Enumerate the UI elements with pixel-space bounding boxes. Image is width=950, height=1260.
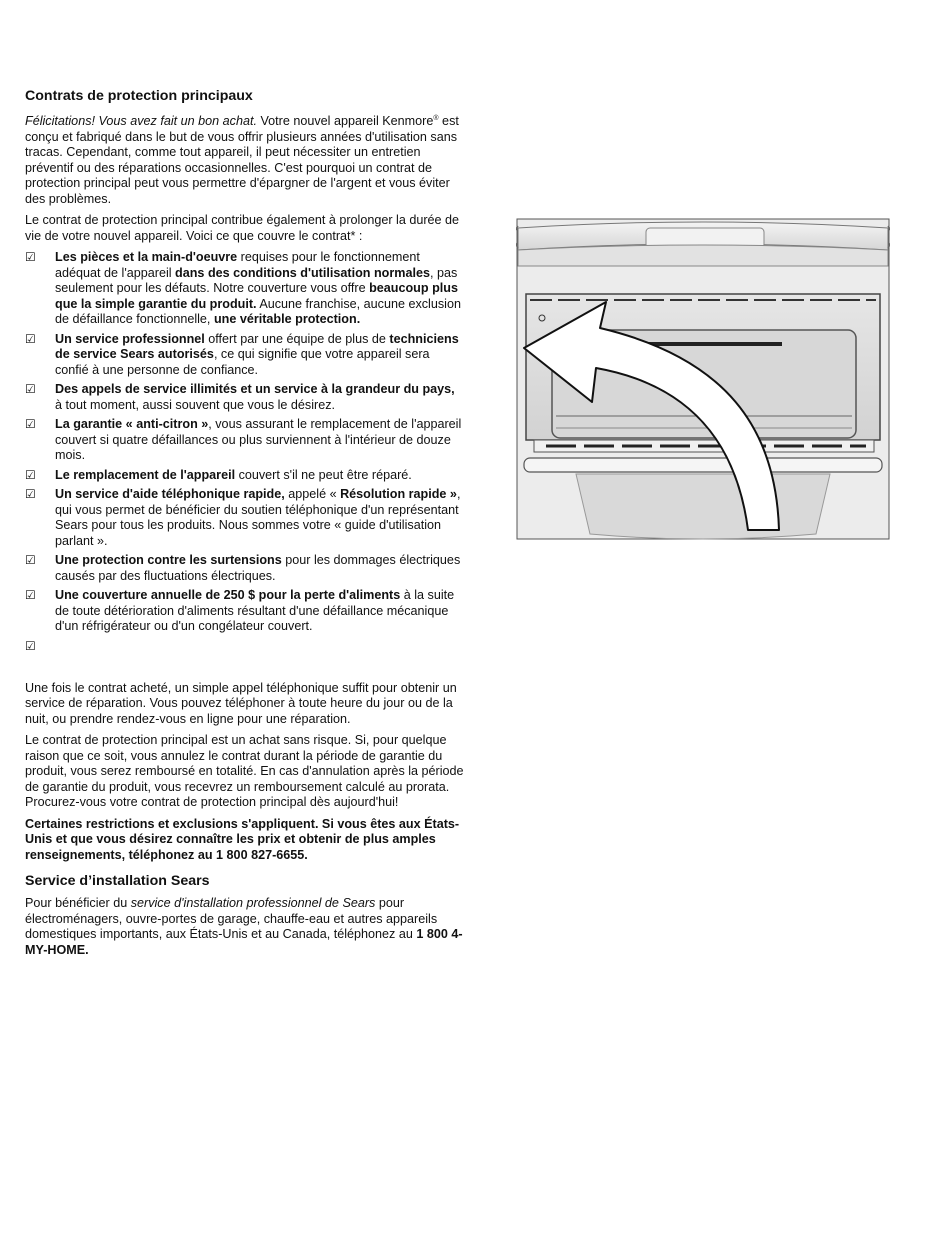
coverage-intro-paragraph: Le contrat de protection principal contribue également à prolonger la durée de vie de votre nouvel appareil. Voici ce que couvre le contrat* :: [25, 213, 460, 243]
item-bold: Résolution rapide »: [340, 487, 457, 502]
item-bold: Un service d'aide téléphonique rapide,: [55, 487, 285, 502]
item-bold: dans des conditions d'utilisation normales: [175, 265, 430, 280]
item-text: pour les dommages électriques causés par des fluctuations électriques.: [55, 553, 461, 583]
install-italic: service d'installation professionnel de Sears: [130, 896, 376, 911]
item-bold: une véritable protection.: [213, 312, 361, 327]
item-text: , ce qui signifie que votre appareil sera confié à une personne de confiance.: [55, 347, 430, 377]
coverage-item-unlimited-calls: [25, 382, 465, 413]
item-bold: Une couverture annuelle de 250 $ pour la perte d'aliments: [55, 588, 401, 603]
text-column: [25, 88, 465, 964]
checkbox-icon: ☑: [25, 382, 36, 397]
oven-illustration-svg: [516, 218, 890, 540]
coverage-item-replacement: [25, 468, 465, 484]
checkbox-icon: ☑: [25, 331, 36, 346]
intro-text-a: Votre nouvel appareil Kenmore: [256, 114, 434, 129]
coverage-item-lemon-guarantee: [25, 417, 465, 464]
intro-paragraph: [25, 111, 465, 207]
checkbox-icon: ☑: [25, 588, 36, 603]
checkbox-icon: ☑: [25, 467, 36, 482]
coverage-item-food-loss: [25, 588, 465, 635]
item-text: , vous assurant le remplacement de l'appareil couvert si quatre défaillances ou plus surviennent à l'intérieur de douze mois.: [55, 417, 462, 463]
install-text: pour électroménagers, ouvre-portes de garage, chauffe-eau et autres appareils domestiques importants, aux États-Unis et au Canada, téléphonez au: [25, 896, 438, 942]
item-bold: techniciens de service Sears autorisés: [55, 331, 459, 362]
item-text: offert par une équipe de plus de: [204, 331, 390, 346]
item-text: appelé «: [284, 487, 341, 502]
restrictions-paragraph: Certaines restrictions et exclusions s'appliquent. Si vous êtes aux États-Unis et que vous désirez connaître les prix et obtenir de plus amples renseignements, téléphonez au 1 800 827-6655.: [25, 816, 460, 862]
item-bold: Des appels de service illimités et un service à la grandeur du pays,: [55, 382, 455, 397]
intro-text-b: est conçu et fabriqué dans le but de vous offrir plusieurs années d'utilisation sans tracas. Cependant, comme tout appareil, il peut nécessiter un entretien préventif ou des réparations occasionnelles. C'est pourquoi un contrat de protection principal peut vous permettre d'épargner de l'argent et vous éviter des problèmes.: [25, 114, 459, 206]
checkbox-icon: ☑: [25, 553, 36, 568]
item-bold: Les pièces et la main-d'oeuvre: [55, 250, 238, 265]
item-bold: Le remplacement de l'appareil: [55, 467, 236, 482]
oven-door-illustration: [516, 218, 890, 540]
heading-master-protection: Contrats de protection principaux: [25, 88, 253, 104]
item-text: couvert s'il ne peut être réparé.: [235, 467, 412, 482]
coverage-item-rapid-resolution: [25, 487, 465, 549]
coverage-item-surge-protection: [25, 553, 465, 584]
registered-mark: ®: [433, 115, 439, 122]
item-text: requises pour le fonctionnement adéquat de l'appareil: [55, 250, 420, 280]
item-text: , pas seulement pour les défauts. Notre couverture vous offre: [55, 265, 458, 296]
item-bold: La garantie « anti-citron »: [55, 417, 209, 432]
install-text: Pour bénéficier du: [25, 896, 131, 911]
coverage-item-empty: [25, 639, 465, 659]
heading-installation: Service d’installation Sears: [25, 873, 210, 890]
install-phone: 1 800 4-MY-HOME.: [25, 927, 463, 957]
checkbox-icon: ☑: [25, 638, 36, 653]
item-text: à tout moment, aussi souvent que vous le désirez.: [55, 397, 336, 412]
installation-paragraph: [25, 896, 465, 958]
item-bold: beaucoup plus que la simple garantie du produit.: [55, 281, 458, 311]
item-text: Aucune franchise, aucune exclusion de défaillance fonctionnelle,: [55, 296, 461, 327]
coverage-list: [25, 250, 465, 659]
item-bold: Une protection contre les surtensions: [55, 553, 282, 568]
checkbox-icon: ☑: [25, 487, 36, 502]
service-call-paragraph: Une fois le contrat acheté, un simple appel téléphonique suffit pour obtenir un service de réparation. Vous pouvez téléphoner à toute heure du jour ou de la nuit, ou prendre rendez-vous en ligne pour une réparation.: [25, 680, 457, 726]
coverage-item-parts-labour: [25, 250, 465, 328]
risk-free-paragraph: Le contrat de protection principal est un achat sans risque. Si, pour quelque raison que ce soit, vous annulez le contrat durant la période de garantie du produit, vous serez remboursé en totalité. En cas d'annulation après la période de garantie du produit, vous recevrez un remboursement calculé au prorata. Procurez-vous votre contrat de protection principal dès aujourd'hui!: [25, 733, 464, 810]
item-text: à la suite de toute détérioration d'aliments résultant d'une défaillance mécanique d'un réfrigérateur ou d'un congélateur couvert.: [55, 588, 455, 634]
intro-italic: Félicitations! Vous avez fait un bon achat.: [25, 114, 257, 129]
checkbox-icon: ☑: [25, 250, 36, 265]
item-bold: Un service professionnel: [55, 331, 205, 346]
checkbox-icon: ☑: [25, 417, 36, 432]
coverage-item-professional-service: [25, 332, 465, 379]
item-text: , qui vous permet de bénéficier du soutien téléphonique d'un représentant Sears pour tous les produits. Nous sommes votre « guide d'utilisation parlant ».: [55, 487, 461, 548]
